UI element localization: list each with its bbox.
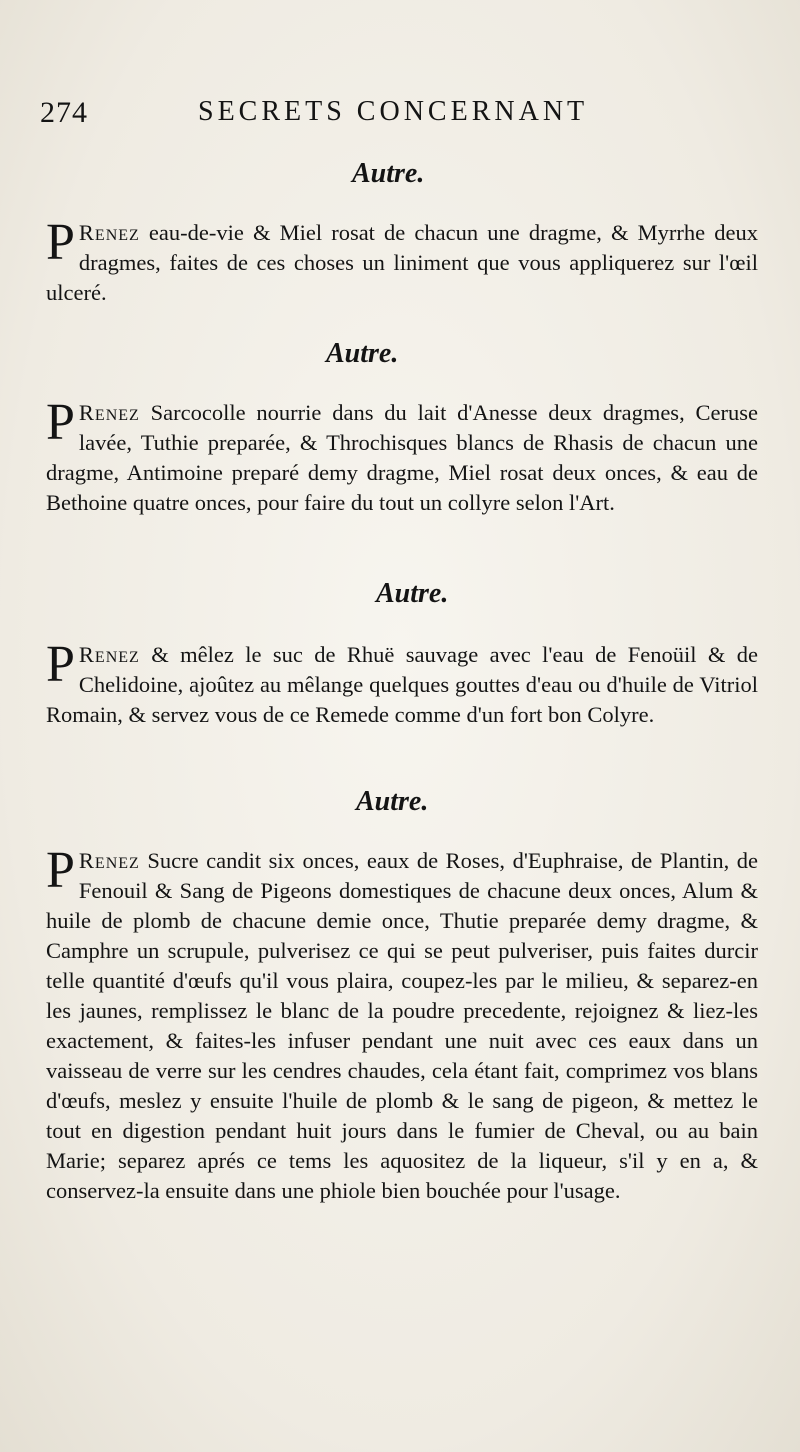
section-title: Autre.	[356, 786, 429, 817]
section-title: Autre.	[352, 158, 425, 189]
recipe-paragraph	[46, 394, 758, 518]
paragraph-text: & mêlez le suc de Rhuë sauvage avec l'eau de Fenoüil & de Chelidoine, ajoûtez au mêlange quelques gouttes d'eau ou d'huile de Vitriol Romain, & servez vous de ce Remede comme d'un fort bon Colyre.	[46, 642, 758, 727]
section-title: Autre.	[326, 338, 399, 369]
paragraph-text: Sucre candit six onces, eaux de Roses, d'Euphraise, de Plantin, de Fenouil & Sang de Pigeons domestiques de chacune deux onces, Alum & huile de plomb de chacune demie once, Thutie preparée demy dragme, & Camphre un scrupule, pulverisez ce qui se peut pulveriser, puis faites durcir telle quantité d'œufs qu'il vous plaira, coupez-les par le milieu, & separez-en les jaunes, remplissez le blanc de la poudre precedente, rejoignez & liez-les exactement, & faites-les infuser pendant une nuit avec ces eaux dans un vaisseau de verre sur les cendres chaudes, cela étant fait, comprimez vos blans d'œufs, meslez y ensuite l'huile de plomb & le sang de pigeon, & mettez le tout en digestion pendant huit jours dans le fumier de Cheval, ou au bain Marie; separez aprés ce tems les aquositez de la liqueur, s'il y en a, & conservez-la ensuite dans une phiole bien bouchée pour l'usage.	[46, 848, 758, 1203]
recipe-paragraph	[46, 636, 758, 730]
paragraph-text: Sarcocolle nourrie dans du lait d'Anesse deux dragmes, Ceruse lavée, Tuthie preparée, & Throchisques blancs de Rhasis de chacun une dragme, Antimoine preparé demy dragme, Miel rosat deux onces, & eau de Bethoine quatre onces, pour faire du tout un collyre selon l'Art.	[46, 400, 758, 515]
drop-cap: P	[46, 636, 75, 693]
paragraph-lead: Renez	[78, 220, 140, 245]
paragraph-lead: Renez	[78, 848, 140, 873]
drop-cap: P	[46, 394, 75, 451]
drop-cap: P	[46, 842, 75, 899]
section-title: Autre.	[376, 578, 449, 609]
recipe-paragraph	[46, 842, 758, 1206]
paragraph-lead: Renez	[78, 642, 140, 667]
page-number: 274	[40, 96, 88, 129]
paragraph-text: eau-de-vie & Miel rosat de chacun une dragme, & Myrrhe deux dragmes, faites de ces choses un liniment que vous appliquerez sur l'œil ulceré.	[46, 220, 758, 305]
page-header	[40, 96, 640, 136]
running-title: SECRETS CONCERNANT	[198, 96, 589, 127]
recipe-paragraph	[46, 214, 758, 308]
paragraph-lead: Renez	[78, 400, 140, 425]
drop-cap: P	[46, 214, 75, 271]
